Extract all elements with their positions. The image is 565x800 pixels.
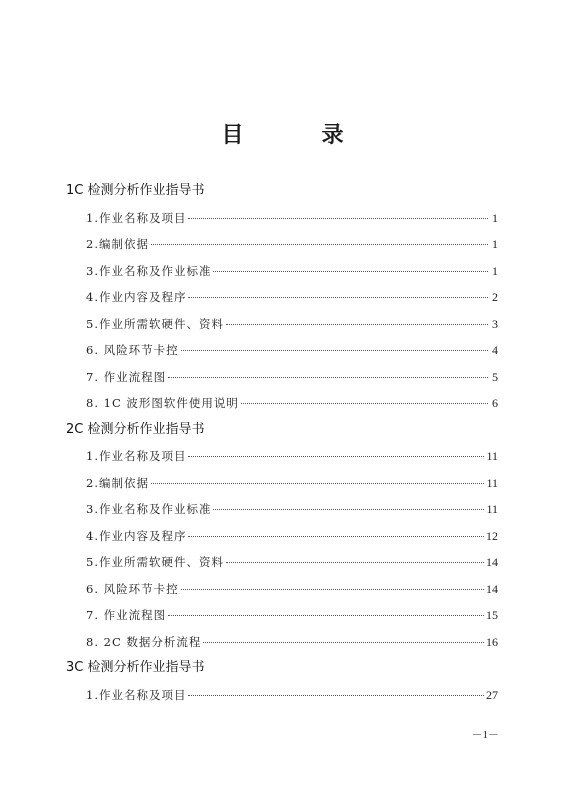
toc-entry-label: 7. 作业流程图 (86, 369, 167, 384)
dot-leader (168, 376, 488, 378)
toc-entry-page: 15 (486, 608, 498, 622)
section-heading-1c[interactable]: 1C 检测分析作业指导书 (66, 183, 205, 198)
toc-entry-page: 5 (492, 369, 498, 384)
toc-entry[interactable] (66, 523, 498, 550)
toc-entry[interactable] (66, 258, 498, 285)
toc-entry-page: 16 (486, 634, 498, 649)
toc-entry-label: 2.编制依据 (86, 475, 149, 490)
dot-leader (181, 349, 488, 351)
toc-entry-page: 1 (492, 263, 498, 278)
toc-entry-label: 1.作业名称及项目 (86, 449, 187, 463)
dot-leader (203, 641, 484, 643)
toc-entry[interactable] (66, 470, 498, 497)
toc-entry-label: 1.作业名称及项目 (86, 687, 187, 702)
dot-leader (241, 402, 488, 404)
dot-leader (188, 535, 484, 537)
dot-leader (168, 614, 484, 616)
toc-entry-page: 11 (486, 475, 498, 490)
toc-entry-label: 5.作业所需软硬件、资料 (86, 316, 224, 331)
toc-entry-page: 11 (486, 449, 498, 463)
toc-entry[interactable] (66, 284, 498, 311)
table-of-contents (66, 178, 498, 708)
toc-entry-page: 14 (486, 555, 498, 569)
dot-leader (213, 508, 484, 510)
toc-entry-label: 2.编制依据 (86, 237, 149, 251)
toc-entry-label: 7. 作业流程图 (86, 608, 167, 622)
toc-entry-page: 2 (492, 290, 498, 304)
dot-leader (188, 217, 488, 219)
toc-entry-page: 4 (492, 343, 498, 357)
toc-entry-page: 1 (492, 210, 498, 225)
toc-entry[interactable] (66, 390, 498, 417)
toc-entry-label: 5.作业所需软硬件、资料 (86, 555, 224, 569)
toc-entry-label: 4.作业内容及程序 (86, 290, 187, 304)
toc-entry[interactable] (66, 364, 498, 391)
dot-leader (213, 270, 488, 272)
toc-entry-label: 6. 风险环节卡控 (86, 343, 179, 357)
toc-entry-label: 1.作业名称及项目 (86, 210, 187, 225)
toc-entry[interactable] (66, 311, 498, 338)
toc-entry-page: 1 (492, 237, 498, 251)
dot-leader (188, 455, 484, 457)
toc-entry[interactable] (66, 231, 498, 258)
dot-leader (181, 588, 484, 590)
toc-entry[interactable] (66, 602, 498, 629)
dot-leader (188, 296, 488, 298)
toc-entry-page: 11 (486, 502, 498, 516)
toc-entry-label: 8. 1C 波形图软件使用说明 (86, 396, 239, 410)
toc-entry-label: 3.作业名称及作业标准 (86, 263, 212, 278)
toc-entry-page: 12 (486, 528, 498, 543)
toc-title: 目 录 (221, 122, 372, 148)
toc-entry[interactable] (66, 205, 498, 232)
toc-entry-page: 27 (486, 687, 498, 702)
toc-entry[interactable] (66, 629, 498, 656)
dot-leader (151, 482, 484, 484)
toc-entry-page: 6 (492, 396, 498, 410)
toc-entry[interactable] (66, 337, 498, 364)
toc-entry-label: 8. 2C 数据分析流程 (86, 634, 202, 649)
dot-leader (226, 323, 488, 325)
dot-leader (226, 561, 484, 563)
toc-entry-label: 6. 风险环节卡控 (86, 581, 179, 596)
toc-entry-label: 4.作业内容及程序 (86, 528, 187, 543)
toc-entry-page: 3 (492, 316, 498, 331)
section-heading-2c[interactable]: 2C 检测分析作业指导书 (66, 421, 205, 437)
toc-entry[interactable] (66, 496, 498, 523)
dot-leader (188, 694, 484, 696)
page-number: －1－ (471, 729, 499, 741)
toc-entry[interactable] (66, 576, 498, 603)
dot-leader (151, 243, 488, 245)
toc-entry[interactable] (66, 682, 498, 709)
toc-entry-page: 14 (486, 581, 498, 596)
toc-entry-label: 3.作业名称及作业标准 (86, 502, 212, 516)
section-heading-3c[interactable]: 3C 检测分析作业指导书 (66, 660, 205, 675)
toc-entry[interactable] (66, 443, 498, 470)
toc-entry[interactable] (66, 549, 498, 576)
